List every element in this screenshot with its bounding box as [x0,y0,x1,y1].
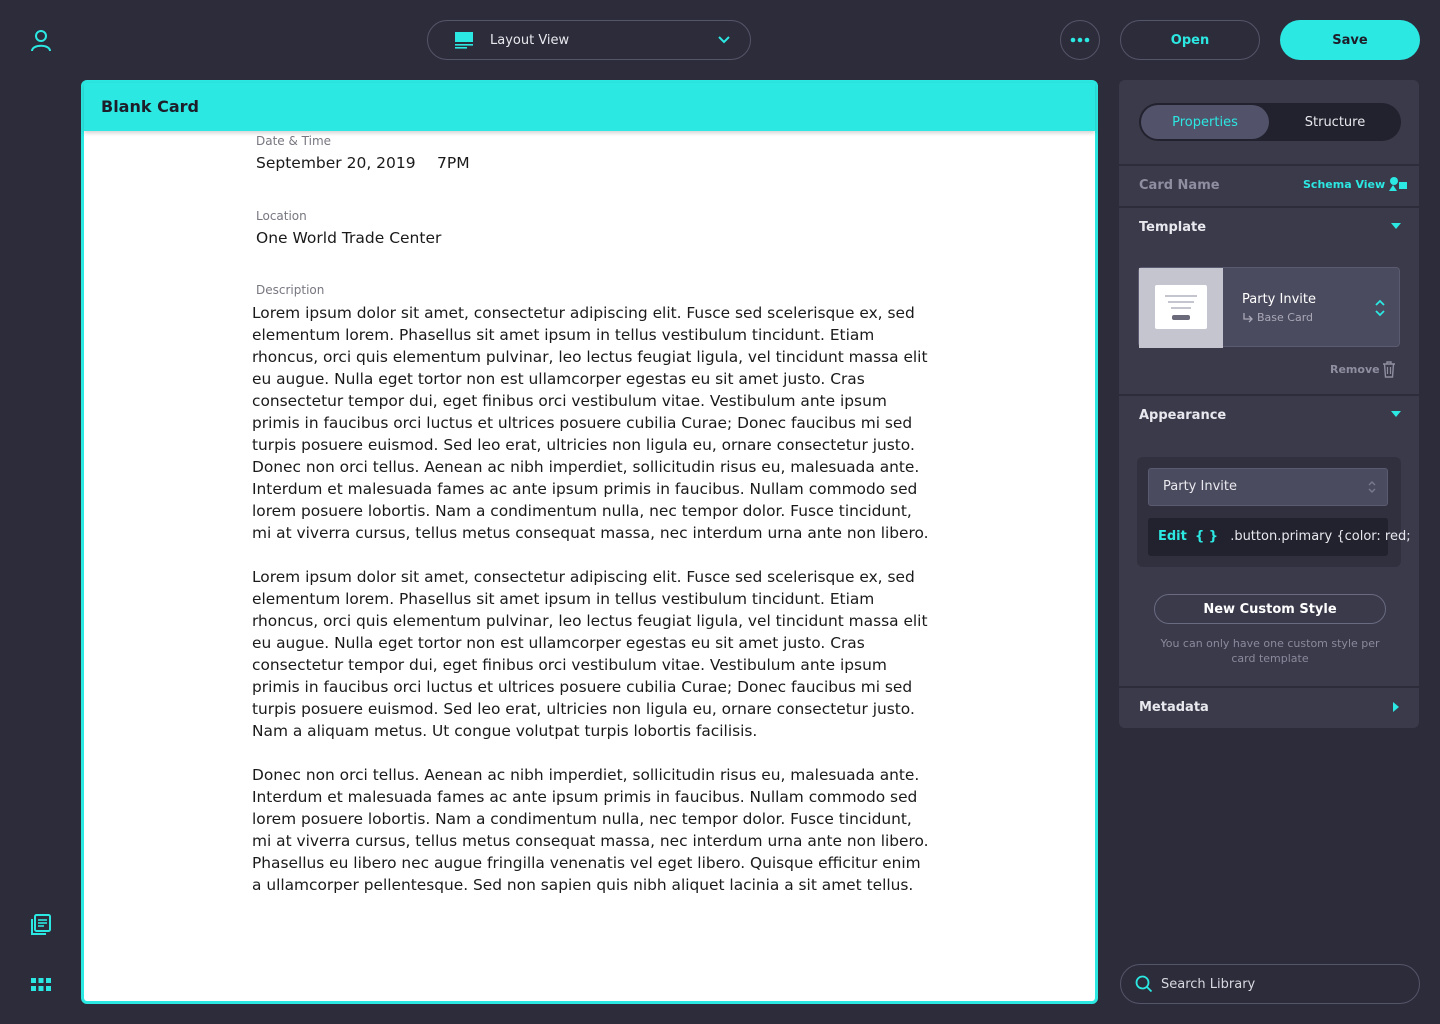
divider [1119,206,1419,208]
template-thumbnail [1139,268,1223,348]
card-canvas [81,80,1098,1004]
search-placeholder: Search Library [1161,976,1256,992]
description-paragraph: Lorem ipsum dolor sit amet, consectetur adipiscing elit. Fusce sed scelerisque ex, sed elementum lorem. Phasellus sit amet ipsum in tellus vestibulum tincidunt. Etiam rhoncus, orci quis elementum pulvinar, leo lectus feugiat ligula, vel tincidunt massa elit eu augue. Nulla eget tortor non est ullamcorper egestas eu sit amet justo. Cras consectetur tempor dui, eget finibus orci vestibulum vitae. Vestibulum ante ipsum primis in faucibus orci luctus et ultrices posuere cubilia Curae; Donec faucibus mi sed turpis posuere euismod. Sed leo erat, ultricies non ligula eu, ornare consectetur justo. Donec non orci tellus. Aenean ac nibh imperdiet, sollicitudin risus eu, malesuada ante. Interdum et malesuada fames ac ante ipsum primis in faucibus. Nullam commodo sed lorem posuere lobortis. Nam a condimentum nulla, nec tempor dolor. Fusce tincidunt, mi at viverra cursus, tellus metus consequat massa, nec interdum urna ante non libero. [252,304,929,542]
ellipsis-icon [1070,37,1090,43]
schema-icon[interactable] [1388,176,1408,192]
inherit-arrow-icon [1242,312,1254,323]
template-base [1242,311,1313,324]
more-options-button[interactable] [1060,20,1100,60]
divider [1119,686,1419,688]
date-value: September 20, 2019 [256,154,416,172]
description-paragraph: Donec non orci tellus. Aenean ac nibh imperdiet, sollicitudin risus eu, malesuada ante. Interdum et malesuada fames ac ante ipsum primis in faucibus. Nullam commodo sed lorem posuere lobortis. Nam a condimentum nulla, nec tempor dolor. Fusce tincidunt, mi at viverra cursus, tellus metus consequat massa, nec interdum urna ante non libero. Phasellus eu libero nec augue fringilla venenatis vel eget libero. Quisque efficitur enim a ullamcorper pellentesque. Sed non sapien quis nibh aliquet lacinia a sit amet tellus. [252,766,929,894]
tab-structure[interactable]: Structure [1304,114,1366,130]
appearance-box [1137,457,1411,567]
edit-css-button[interactable]: Edit [1158,529,1187,544]
metadata-section-title[interactable]: Metadata [1139,700,1209,715]
apps-grid-icon[interactable] [28,972,54,998]
search-icon [1135,975,1153,993]
css-preview: .button.primary {color: red; [1230,529,1411,544]
library-icon[interactable] [28,912,54,938]
chevron-down-icon [718,36,730,44]
template-thumbnail-card [1155,285,1207,329]
search-library-input[interactable] [1120,964,1420,1004]
layout-icon [454,31,474,49]
card-title: Blank Card [84,83,1095,131]
stepper-icon[interactable] [1375,299,1385,317]
schema-view-link[interactable]: Schema View [1303,178,1386,191]
template-section-title[interactable]: Template [1139,220,1207,235]
custom-css-field[interactable] [1148,518,1411,556]
new-custom-style-button[interactable]: New Custom Style [1154,594,1386,624]
style-select[interactable] [1148,468,1388,506]
location-value: One World Trade Center [256,229,442,247]
location-label: Location [256,209,307,223]
style-select-label: Party Invite [1163,479,1237,494]
divider [1119,164,1419,166]
view-select[interactable] [427,20,751,60]
user-icon[interactable] [28,28,54,54]
template-base-label: Base Card [1257,311,1314,324]
braces-icon: { } [1195,529,1219,544]
metadata-expand-icon[interactable] [1393,702,1399,712]
description-text [252,302,932,918]
description-label: Description [256,283,325,297]
template-name: Party Invite [1242,292,1316,307]
appearance-collapse-icon[interactable] [1391,411,1401,417]
date-label: Date & Time [256,134,332,148]
remove-template-button[interactable]: Remove [1330,363,1380,376]
divider [1119,394,1419,396]
template-select[interactable] [1138,267,1400,347]
open-button[interactable]: Open [1120,20,1260,60]
time-value: 7PM [437,154,470,172]
save-button[interactable]: Save [1280,20,1420,60]
card-name-label: Card Name [1139,178,1220,193]
select-stepper-icon [1368,479,1376,495]
properties-panel [1119,80,1419,728]
tab-properties[interactable]: Properties [1141,105,1269,139]
template-collapse-icon[interactable] [1391,223,1401,229]
appearance-section-title[interactable]: Appearance [1139,408,1227,423]
view-select-label: Layout View [490,32,570,48]
description-paragraph: Lorem ipsum dolor sit amet, consectetur adipiscing elit. Fusce sed scelerisque ex, sed elementum lorem. Phasellus sit amet ipsum in tellus vestibulum tincidunt. Etiam rhoncus, orci quis elementum pulvinar, leo lectus feugiat ligula, vel tincidunt massa elit eu augue. Nulla eget tortor non est ullamcorper egestas eu sit amet justo. Cras consectetur tempor dui, eget finibus orci vestibulum vitae. Vestibulum ante ipsum primis in faucibus orci luctus et ultrices posuere cubilia Curae; Donec faucibus mi sed turpis posuere euismod. Sed leo erat, ultricies non ligula eu, ornare consectetur justo. Nam a aliquam metus. Ut congue volutpat turpis lobortis facilisis. [252,568,928,740]
trash-icon[interactable] [1382,360,1396,378]
custom-style-hint: You can only have one custom style per card template [1160,637,1380,665]
panel-tabs [1139,103,1401,141]
